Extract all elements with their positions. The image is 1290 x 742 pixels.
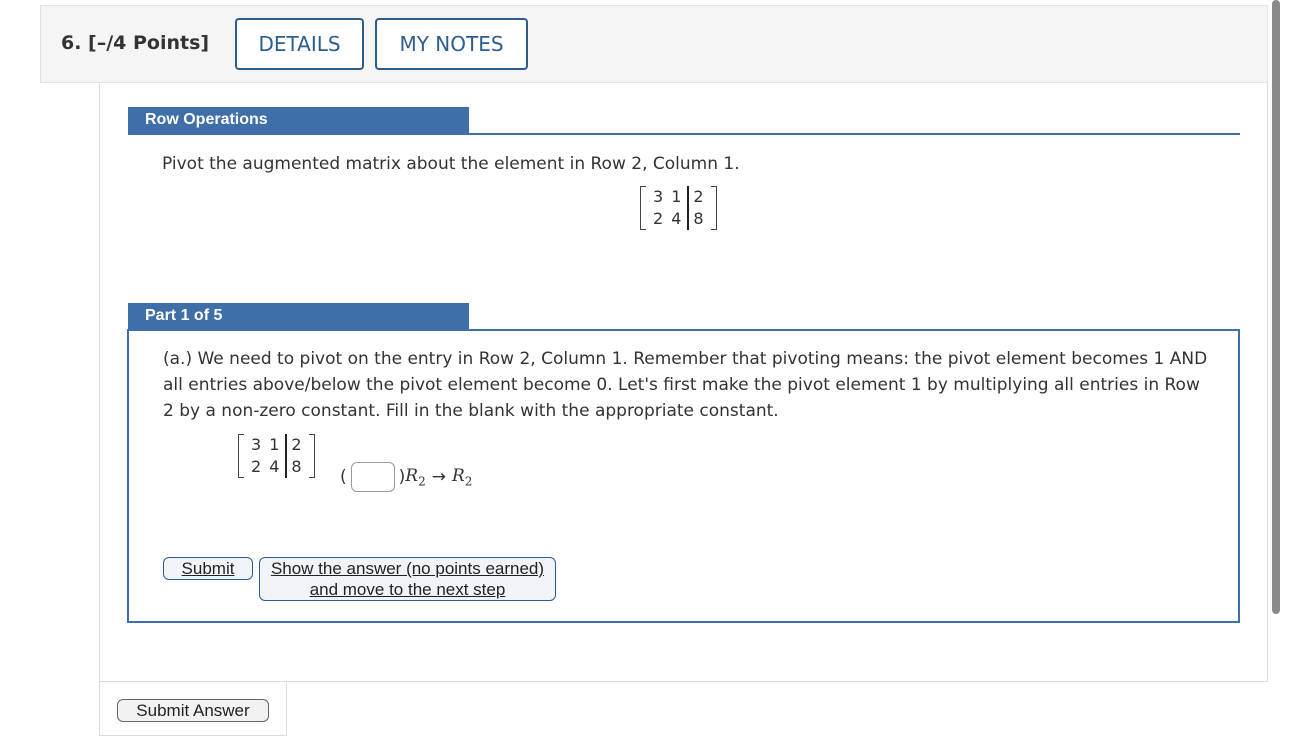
matrix-cell: 2 [251,457,262,476]
target-subscript: 2 [464,474,473,489]
part-instructions: (a.) We need to pivot on the entry in Row 2, Column 1. Remember that pivoting means: the pivot element becomes 1 AND all entries above/below the pivot element become 0. Let's first make the pivot element 1 by multiplying all entries in Row 2 by a non-zero constant. Fill in the blank with the appropriate constant. [163,349,1208,421]
matrix-right-bracket [711,186,717,230]
matrix-cell: 1 [269,435,280,454]
my-notes-button[interactable]: MY NOTES [375,18,528,70]
matrix-cell: 3 [653,187,664,206]
submit-answer-button[interactable]: Submit Answer [117,699,269,722]
matrix-left-bracket [238,434,244,478]
close-paren: ) [398,467,406,487]
matrix-cell: 8 [291,457,302,476]
submit-button[interactable]: Submit [163,557,253,580]
show-answer-button[interactable]: Show the answer (no points earned) and move to the next step [259,557,556,601]
row-operation [340,460,472,494]
matrix-cell: 2 [693,187,704,206]
matrix-cell: 8 [693,209,704,228]
part-header: Part 1 of 5 [128,303,469,329]
matrix-cell: 2 [291,435,302,454]
details-button[interactable]: DETAILS [235,18,364,70]
row-operations-header: Row Operations [128,107,469,133]
target-row-symbol [452,466,472,488]
pivot-prompt: Pivot the augmented matrix about the element in Row 2, Column 1. [162,154,740,174]
matrix-cell: 4 [671,209,682,228]
row-operations-divider [128,133,1240,135]
vertical-scrollbar[interactable] [1272,0,1280,614]
row-var: R [405,465,419,486]
matrix-right-bracket [309,434,315,478]
matrix-cell: 4 [269,457,280,476]
open-paren: ( [340,467,347,487]
matrix-cell: 2 [653,209,664,228]
row-subscript: 2 [418,474,426,489]
target-var: R [451,465,465,486]
matrix-cell: 1 [671,187,682,206]
part-matrix [238,434,315,478]
matrix-cell: 3 [251,435,262,454]
question-header [40,5,1268,83]
constant-input[interactable] [351,462,395,492]
row-symbol [405,466,425,488]
augmented-matrix [640,186,717,230]
right-arrow-icon: → [431,467,446,487]
matrix-left-bracket [640,186,646,230]
question-number: 6. [–/4 Points] [61,32,210,54]
